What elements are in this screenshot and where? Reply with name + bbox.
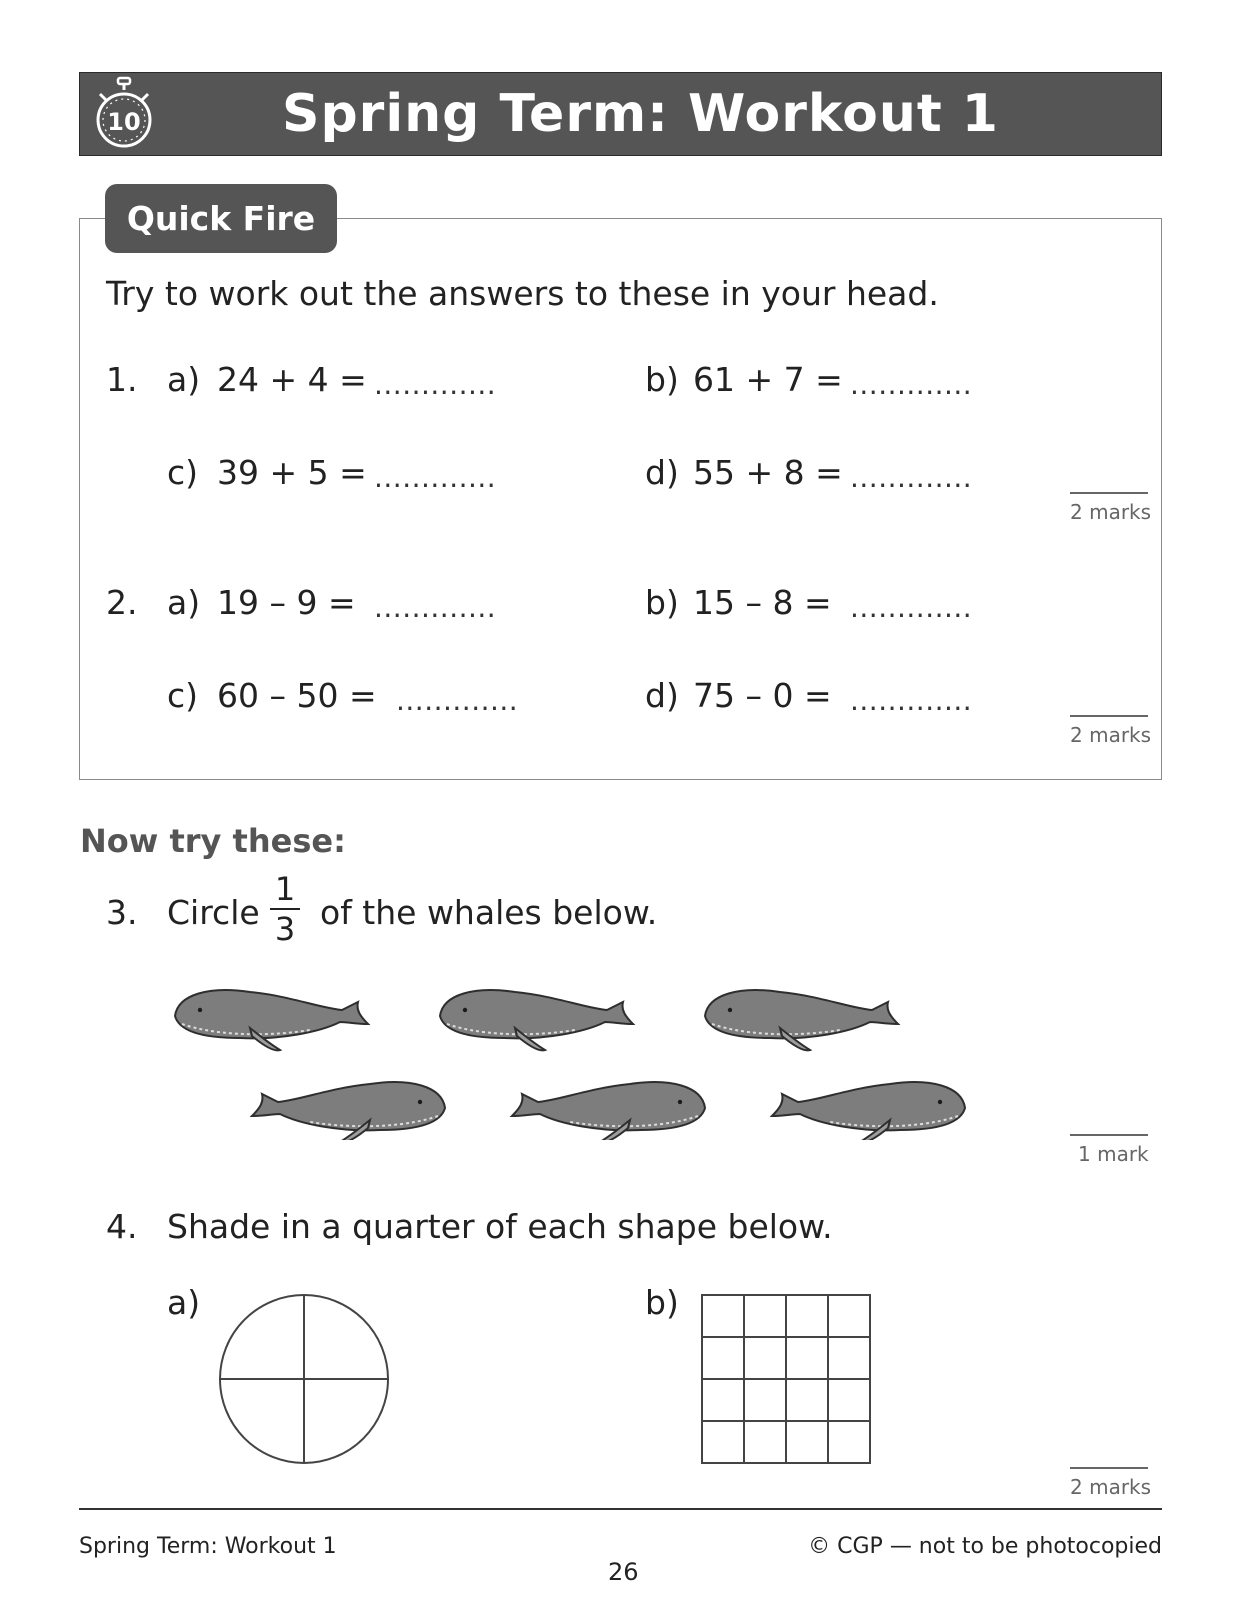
grid-cell[interactable] (786, 1379, 828, 1421)
q4a-label: a) (167, 1283, 201, 1322)
q2-marks: 2 marks (1070, 723, 1152, 747)
footer-right: © CGP — not to be photocopied (808, 1534, 1162, 1559)
q3-marks: 1 mark (1078, 1142, 1149, 1166)
q1d-answer-line[interactable]: ............. (850, 461, 973, 494)
q2c-label: c) (167, 676, 199, 715)
grid-cell[interactable] (828, 1379, 870, 1421)
whales-area (160, 960, 1000, 1140)
q2b-expr: 15 – 8 = (693, 583, 832, 622)
grid-cell[interactable] (744, 1337, 786, 1379)
q2b-answer-line[interactable]: ............. (850, 591, 973, 624)
grid-cell[interactable] (702, 1337, 744, 1379)
q2b-label: b) (645, 583, 679, 622)
q1b-answer-line[interactable]: ............. (850, 368, 973, 401)
timer-label: 10 (107, 108, 141, 136)
footer-divider (79, 1508, 1162, 1510)
q2-number: 2. (106, 583, 138, 622)
grid-cell[interactable] (786, 1295, 828, 1337)
q3-marks-line (1070, 1134, 1148, 1136)
grid-cell[interactable] (786, 1337, 828, 1379)
q2c-expr: 60 – 50 = (217, 676, 377, 715)
q4b-label: b) (645, 1283, 679, 1322)
q4-marks: 2 marks (1070, 1475, 1152, 1499)
grid-cell[interactable] (786, 1421, 828, 1463)
q1d-label: d) (645, 453, 679, 492)
whale[interactable] (705, 990, 898, 1050)
fraction-denominator: 3 (274, 910, 296, 948)
grid-cell[interactable] (828, 1421, 870, 1463)
page-title: Spring Term: Workout 1 (282, 84, 999, 144)
grid-cell[interactable] (744, 1421, 786, 1463)
q1a-expr: 24 + 4 = (217, 360, 367, 399)
q2c-answer-line[interactable]: ............. (396, 684, 519, 717)
grid-cell[interactable] (828, 1337, 870, 1379)
q1c-label: c) (167, 453, 199, 492)
q3-prefix: Circle (167, 893, 260, 932)
whale[interactable] (440, 990, 633, 1050)
footer-left: Spring Term: Workout 1 (79, 1534, 337, 1559)
q2a-expr: 19 – 9 = (217, 583, 356, 622)
grid-cell[interactable] (702, 1295, 744, 1337)
q3-number: 3. (106, 893, 138, 932)
grid-cell[interactable] (702, 1421, 744, 1463)
q1c-expr: 39 + 5 = (217, 453, 367, 492)
q1b-label: b) (645, 360, 679, 399)
q4-text: Shade in a quarter of each shape below. (167, 1207, 833, 1246)
q2d-answer-line[interactable]: ............. (850, 684, 973, 717)
quartered-circle[interactable] (218, 1293, 390, 1465)
q2d-expr: 75 – 0 = (693, 676, 832, 715)
grid-cell[interactable] (702, 1379, 744, 1421)
q1-marks-line (1070, 492, 1148, 494)
q1-marks: 2 marks (1070, 500, 1152, 524)
fraction-numerator: 1 (274, 870, 296, 908)
now-try-heading: Now try these: (80, 822, 346, 860)
grid-cell[interactable] (744, 1379, 786, 1421)
q1a-label: a) (167, 360, 201, 399)
page-number: 26 (608, 1558, 639, 1586)
q1a-answer-line[interactable]: ............. (374, 368, 497, 401)
q1b-expr: 61 + 7 = (693, 360, 843, 399)
q1c-answer-line[interactable]: ............. (374, 461, 497, 494)
q4-marks-line (1070, 1467, 1148, 1469)
grid-cell[interactable] (828, 1295, 870, 1337)
grid-cell[interactable] (744, 1295, 786, 1337)
quick-fire-tab: Quick Fire (105, 184, 337, 253)
whale[interactable] (772, 1082, 965, 1140)
one-third-fraction (270, 870, 300, 948)
q2a-answer-line[interactable]: ............. (374, 591, 497, 624)
q3-suffix: of the whales below. (320, 893, 658, 932)
square-grid[interactable] (700, 1293, 872, 1465)
q1-number: 1. (106, 360, 138, 399)
q2-marks-line (1070, 715, 1148, 717)
instruction-text: Try to work out the answers to these in your head. (106, 274, 939, 313)
whale[interactable] (252, 1082, 445, 1140)
q1d-expr: 55 + 8 = (693, 453, 843, 492)
whale[interactable] (175, 990, 368, 1050)
q2d-label: d) (645, 676, 679, 715)
whale[interactable] (512, 1082, 705, 1140)
q2a-label: a) (167, 583, 201, 622)
q4-number: 4. (106, 1207, 138, 1246)
